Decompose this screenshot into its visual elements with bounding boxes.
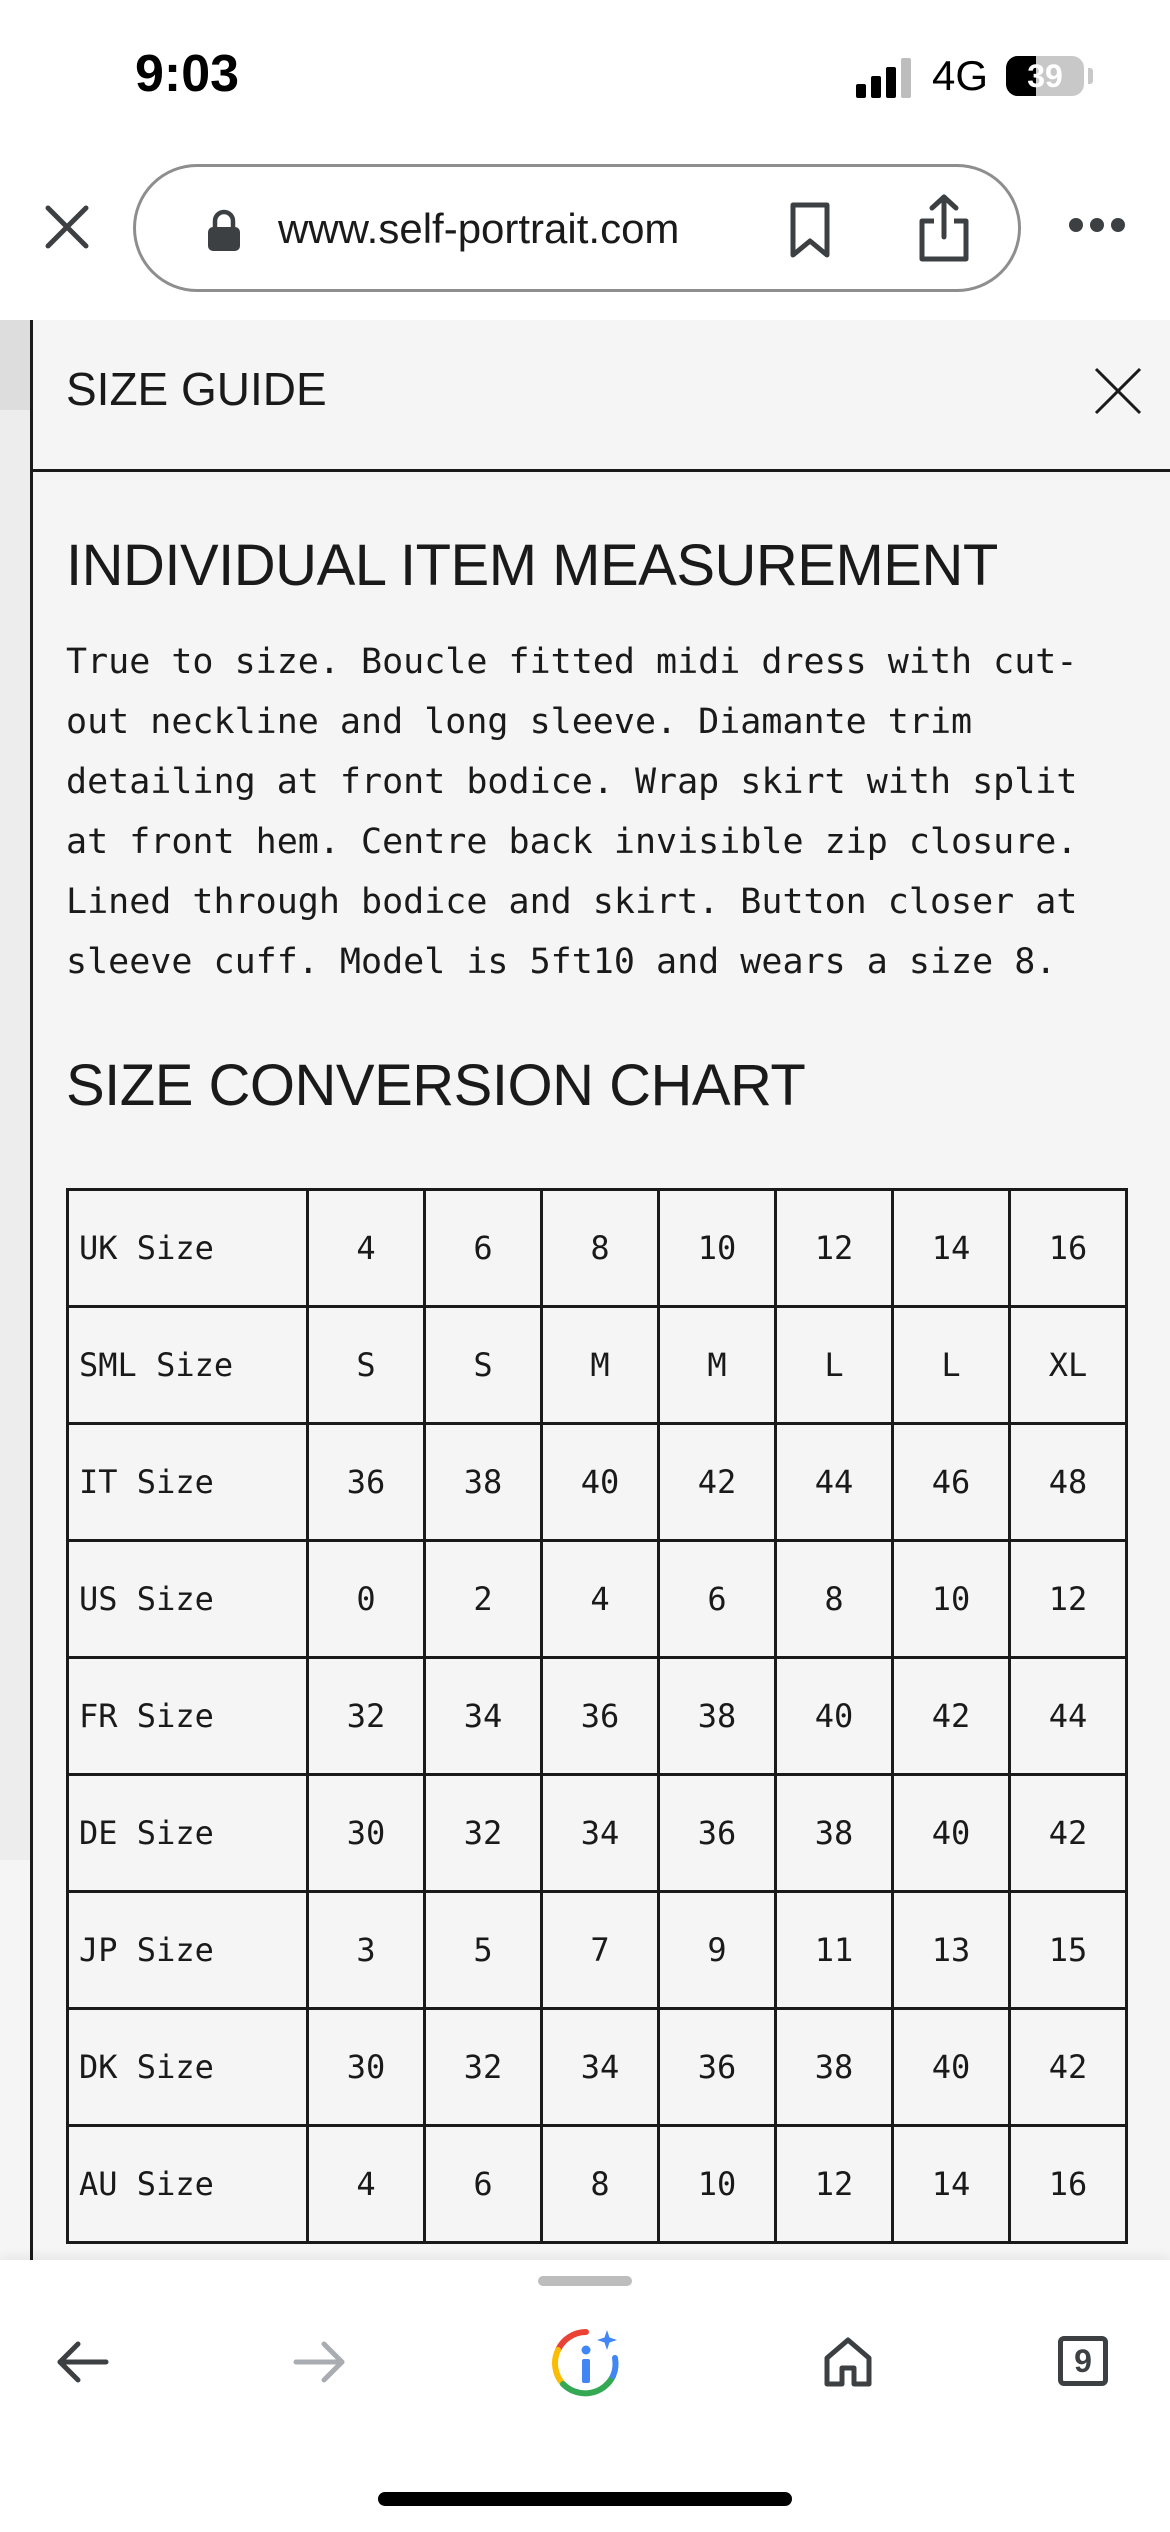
row-label: JP Size <box>68 1892 308 2009</box>
table-row <box>68 1658 1127 1775</box>
table-cell: 32 <box>308 1658 425 1775</box>
bottom-toolbar <box>0 2260 1170 2532</box>
size-conversion-table <box>66 1188 1128 2244</box>
table-cell: 7 <box>542 1892 659 2009</box>
close-icon[interactable] <box>40 200 94 254</box>
table-cell: 16 <box>1010 2126 1127 2243</box>
table-row <box>68 1775 1127 1892</box>
table-row <box>68 2126 1127 2243</box>
row-label: FR Size <box>68 1658 308 1775</box>
table-cell: M <box>659 1307 776 1424</box>
table-cell: 48 <box>1010 1424 1127 1541</box>
table-cell: S <box>308 1307 425 1424</box>
size-table-body <box>68 1190 1127 2243</box>
table-row <box>68 1424 1127 1541</box>
table-cell: 34 <box>542 2009 659 2126</box>
table-cell: 5 <box>425 1892 542 2009</box>
table-cell: 6 <box>659 1541 776 1658</box>
status-bar <box>0 0 1170 150</box>
table-cell: 46 <box>893 1424 1010 1541</box>
table-cell: 36 <box>308 1424 425 1541</box>
row-label: SML Size <box>68 1307 308 1424</box>
table-cell: 8 <box>542 1190 659 1307</box>
network-label: 4G <box>932 52 989 99</box>
url-text[interactable]: www.self-portrait.com <box>278 205 680 252</box>
table-cell: S <box>425 1307 542 1424</box>
row-label: DK Size <box>68 2009 308 2126</box>
home-icon[interactable] <box>822 2336 874 2388</box>
table-row <box>68 1190 1127 1307</box>
table-cell: 34 <box>542 1775 659 1892</box>
back-arrow-icon[interactable] <box>56 2340 110 2384</box>
table-cell: 4 <box>308 1190 425 1307</box>
forward-arrow-icon[interactable] <box>292 2340 346 2384</box>
table-cell: 16 <box>1010 1190 1127 1307</box>
table-cell: 11 <box>776 1892 893 2009</box>
table-cell: 0 <box>308 1541 425 1658</box>
modal-close-icon[interactable] <box>1093 366 1143 416</box>
google-lens-info-icon[interactable] <box>551 2328 621 2398</box>
bookmark-icon[interactable] <box>788 201 832 259</box>
table-cell: 40 <box>893 2009 1010 2126</box>
address-bar[interactable] <box>133 164 1021 292</box>
browser-toolbar <box>0 150 1170 320</box>
signal-icon <box>856 58 912 98</box>
home-indicator[interactable] <box>378 2492 792 2506</box>
table-cell: 32 <box>425 1775 542 1892</box>
table-cell: L <box>776 1307 893 1424</box>
table-cell: 4 <box>542 1541 659 1658</box>
table-cell: 3 <box>308 1892 425 2009</box>
status-time: 9:03 <box>135 45 240 103</box>
table-cell: 10 <box>893 1541 1010 1658</box>
web-page <box>0 320 1170 2260</box>
table-cell: 38 <box>659 1658 776 1775</box>
size-chart-heading: SIZE CONVERSION CHART <box>66 1053 806 1118</box>
table-cell: 42 <box>1010 1775 1127 1892</box>
table-cell: 38 <box>776 2009 893 2126</box>
row-label: AU Size <box>68 2126 308 2243</box>
table-cell: 9 <box>659 1892 776 2009</box>
table-cell: 32 <box>425 2009 542 2126</box>
table-cell: 13 <box>893 1892 1010 2009</box>
table-cell: 12 <box>776 1190 893 1307</box>
tabs-icon[interactable] <box>1058 2336 1108 2386</box>
row-label: UK Size <box>68 1190 308 1307</box>
row-label: DE Size <box>68 1775 308 1892</box>
table-cell: 40 <box>776 1658 893 1775</box>
table-cell: 36 <box>659 1775 776 1892</box>
table-cell: 42 <box>1010 2009 1127 2126</box>
background-page-edge-top <box>0 320 30 410</box>
table-cell: XL <box>1010 1307 1127 1424</box>
table-cell: 6 <box>425 1190 542 1307</box>
item-measurement-heading: INDIVIDUAL ITEM MEASUREMENT <box>66 533 998 598</box>
table-cell: 8 <box>542 2126 659 2243</box>
table-cell: 8 <box>776 1541 893 1658</box>
table-cell: 36 <box>542 1658 659 1775</box>
table-cell: 2 <box>425 1541 542 1658</box>
table-cell: 38 <box>776 1775 893 1892</box>
table-cell: M <box>542 1307 659 1424</box>
table-cell: 42 <box>659 1424 776 1541</box>
drag-handle[interactable] <box>538 2276 632 2286</box>
table-cell: L <box>893 1307 1010 1424</box>
table-cell: 30 <box>308 2009 425 2126</box>
table-cell: 10 <box>659 2126 776 2243</box>
table-cell: 14 <box>893 2126 1010 2243</box>
table-cell: 15 <box>1010 1892 1127 2009</box>
table-cell: 30 <box>308 1775 425 1892</box>
battery-icon <box>1006 56 1084 96</box>
share-icon[interactable] <box>916 193 972 263</box>
tab-count: 9 <box>1074 2343 1092 2379</box>
table-cell: 36 <box>659 2009 776 2126</box>
table-cell: 34 <box>425 1658 542 1775</box>
background-page-edge <box>0 320 30 1860</box>
row-label: IT Size <box>68 1424 308 1541</box>
table-cell: 44 <box>776 1424 893 1541</box>
table-cell: 44 <box>1010 1658 1127 1775</box>
lock-icon <box>206 209 242 253</box>
table-cell: 14 <box>893 1190 1010 1307</box>
more-icon[interactable] <box>1068 216 1126 234</box>
table-row <box>68 1541 1127 1658</box>
table-row <box>68 1307 1127 1424</box>
table-row <box>68 1892 1127 2009</box>
table-cell: 12 <box>776 2126 893 2243</box>
modal-title: SIZE GUIDE <box>66 363 327 415</box>
table-cell: 6 <box>425 2126 542 2243</box>
table-cell: 38 <box>425 1424 542 1541</box>
size-guide-modal <box>30 320 1170 2260</box>
table-cell: 40 <box>893 1775 1010 1892</box>
table-cell: 12 <box>1010 1541 1127 1658</box>
item-description: True to size. Boucle fitted midi dress with cut- out neckline and long sleeve. Diamante trim detailing at front bodice. Wrap skirt with split at front hem. Centre back invisible zip closure. Lined through bodice and skirt. Button closer at sleeve cuff. Model is 5ft10 and wears a size 8. <box>66 642 1078 982</box>
table-cell: 4 <box>308 2126 425 2243</box>
battery-percent: 39 <box>1027 58 1063 94</box>
table-cell: 40 <box>542 1424 659 1541</box>
table-row <box>68 2009 1127 2126</box>
table-cell: 42 <box>893 1658 1010 1775</box>
row-label: US Size <box>68 1541 308 1658</box>
modal-header <box>33 320 1170 472</box>
battery-cap <box>1088 68 1093 84</box>
table-cell: 10 <box>659 1190 776 1307</box>
